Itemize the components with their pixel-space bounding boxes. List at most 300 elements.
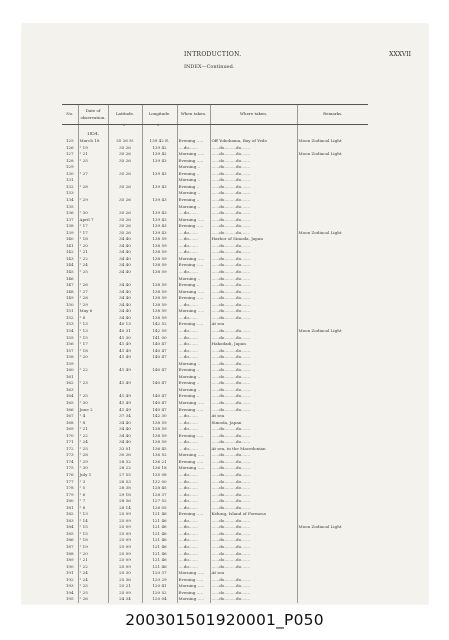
cell-date: July 1	[78, 472, 108, 479]
cell-lon: 140 47	[142, 341, 177, 348]
cell-lat: 35 26	[108, 197, 142, 204]
cell-where: ......do.........do.......	[210, 269, 297, 276]
cell-when: Morning .....	[177, 308, 210, 315]
cell-where: ......do.........do.......	[210, 158, 297, 165]
cell-where: ......do.........do.......	[210, 452, 297, 459]
cell-date: " 7	[78, 498, 108, 505]
cell-when: Morning ..	[177, 204, 210, 211]
cell-where: Off Yokohama, Bay of Yedo	[210, 138, 297, 145]
cell-lon: 128 45	[142, 485, 177, 492]
cell-where: ......do.........do.......	[210, 171, 297, 178]
cell-no: 188	[65, 550, 74, 556]
cell-where: ......do.........do.......	[210, 197, 297, 204]
cell-lat: 34 40	[108, 295, 142, 302]
cell-where: ......do.........do.......	[210, 537, 297, 544]
cell-lat: 41 49	[108, 341, 142, 348]
cell-date: " 24	[78, 570, 108, 577]
cell-where: Simoda, Japan	[210, 420, 297, 427]
cell-when: Evening .....	[177, 158, 210, 165]
cell-where: ......do.........do.......	[210, 289, 297, 296]
cell-where: ......do.........do.......	[210, 315, 297, 322]
cell-lat: 35 26	[108, 151, 142, 158]
cell-lon: 138 59	[142, 308, 177, 315]
cell-date: " 6	[78, 492, 108, 499]
cell-date: " 25	[78, 590, 108, 597]
cell-date: " 8	[78, 505, 108, 512]
cell-lon: 139 42	[142, 151, 177, 158]
cell-where: ......do.........do.......	[210, 479, 297, 486]
cell-lon: 136 52	[142, 452, 177, 459]
cell-lon: 126 05	[142, 505, 177, 512]
cell-no: 176	[65, 471, 74, 477]
cell-no: 184	[65, 524, 74, 530]
cell-date: " 15	[78, 524, 108, 531]
cell-where: ......do.........do.......	[210, 472, 297, 479]
cell-when: ....do.......	[177, 348, 210, 355]
cell-lon: 120 37	[142, 570, 177, 577]
cell-lon: 121 46	[142, 557, 177, 564]
cell-lon: 135 08	[142, 472, 177, 479]
cell-date: " 28	[78, 295, 108, 302]
cell-no: 148	[65, 288, 74, 294]
cell-no: 172	[65, 445, 74, 451]
cell-when: ....do.......	[177, 341, 210, 348]
cell-where: ......do.........do.......	[210, 335, 297, 342]
cell-lon: 136 18	[142, 465, 177, 472]
cell-when: Morning ..	[177, 361, 210, 368]
cell-no: 158	[65, 354, 74, 360]
cell-no: 190	[65, 563, 74, 569]
table-subtitle: INDEX—Continued.	[184, 64, 235, 70]
col-header-latitude: Latitude.	[108, 105, 142, 125]
cell-date: " 15	[78, 335, 108, 342]
cell-lon: 136 21	[142, 459, 177, 466]
cell-lon: 139 43	[142, 158, 177, 165]
cell-lon: 138 59	[142, 256, 177, 263]
cell-where: ......do.........do.......	[210, 367, 297, 374]
cell-when: Morning .....	[177, 465, 210, 472]
cell-lat: 25 09	[108, 551, 142, 558]
image-caption: 200301501920001_P050	[125, 611, 324, 629]
cell-when: Morning .....	[177, 217, 210, 224]
cell-no: 155	[65, 334, 74, 340]
cell-where: ......do.........do.......	[210, 380, 297, 387]
cell-where: ......do.........do.......	[210, 459, 297, 466]
cell-when: Evening .....	[177, 262, 210, 269]
cell-when: ....do.......	[177, 479, 210, 486]
cell-where: ......do.........do.......	[210, 295, 297, 302]
cell-where: ......do.........do.......	[210, 164, 297, 171]
cell-lon: 141 00	[142, 335, 177, 342]
cell-where: ......do.........do.......	[210, 262, 297, 269]
cell-date: June 2	[78, 407, 108, 414]
cell-when: Evening ..	[177, 367, 210, 374]
cell-date: " 28	[78, 184, 108, 191]
cell-lat: 25 09	[108, 544, 142, 551]
cell-where: At sea	[210, 321, 297, 328]
cell-lat: 28 14	[108, 505, 142, 512]
cell-no: 144	[65, 262, 74, 268]
cell-where: ......do.........do.......	[210, 145, 297, 152]
cell-date: " 25	[78, 393, 108, 400]
cell-no: 179	[65, 491, 74, 497]
cell-date: " 27	[78, 289, 108, 296]
cell-where: ......do.........do.......	[210, 302, 297, 309]
cell-no: 132	[65, 183, 74, 189]
cell-when: Morning .....	[177, 596, 210, 603]
running-head: INTRODUCTION.	[184, 51, 242, 58]
cell-where: ......do.........do.......	[210, 583, 297, 590]
cell-lat: 28 38	[108, 485, 142, 492]
cell-lon: 138 59	[142, 236, 177, 243]
cell-when: Morning .....	[177, 570, 210, 577]
cell-no: 151	[65, 308, 74, 314]
cell-date: " 4	[78, 413, 108, 420]
cell-where: ......do.........do.......	[210, 243, 297, 250]
cell-when: ....do.......	[177, 531, 210, 538]
cell-lat: 35 26	[108, 223, 142, 230]
cell-no: 187	[65, 544, 74, 549]
cell-lat: 34 40	[108, 302, 142, 309]
cell-date: " 30	[78, 210, 108, 217]
cell-when: ....do.......	[177, 426, 210, 433]
cell-lon: 140 47	[142, 400, 177, 407]
cell-lon: 139 43	[142, 171, 177, 178]
cell-lon: 138 59	[142, 302, 177, 309]
cell-lat: 34 40	[108, 269, 142, 276]
cell-lon: 132 00	[142, 479, 177, 486]
cell-when: ....do.......	[177, 557, 210, 564]
cell-no: 177	[65, 478, 74, 484]
cell-when: ....do.......	[177, 564, 210, 571]
cell-date: " 8	[78, 315, 108, 322]
cell-lon: 120 41	[142, 583, 177, 590]
cell-when: Evening .....	[177, 295, 210, 302]
cell-when: ....do.......	[177, 551, 210, 558]
cell-where: ......do.........do.......	[210, 223, 297, 230]
cell-lon: 120 04	[142, 596, 177, 603]
cell-where: ......do.........do.......	[210, 210, 297, 217]
cell-lat: 35 26	[108, 230, 142, 237]
cell-when: ....do.......	[177, 328, 210, 335]
cell-when: Morning .....	[177, 583, 210, 590]
cell-no: 145	[65, 269, 74, 275]
cell-where: ......do.........do.......	[210, 426, 297, 433]
cell-lon: 138 59	[142, 426, 177, 433]
cell-where: At sea	[210, 413, 297, 420]
cell-no: 156	[65, 341, 74, 347]
cell-when: Morning .....	[177, 400, 210, 407]
cell-date: " 13	[78, 511, 108, 518]
units-row	[62, 125, 368, 132]
cell-date: " 22	[78, 367, 108, 374]
cell-rem: Moon Zodiacal Light	[297, 230, 368, 237]
cell-where: At sea	[210, 570, 297, 577]
cell-where: Hakodadi, Japan	[210, 341, 297, 348]
cell-where: ......do.........do.......	[210, 544, 297, 551]
cell-no: 125	[65, 138, 74, 144]
cell-lat: 37 34	[108, 413, 142, 420]
cell-lon: 138 59	[142, 243, 177, 250]
cell-date: " 20	[78, 551, 108, 558]
cell-lat: 35 26	[108, 210, 142, 217]
cell-no: 185	[65, 530, 74, 536]
cell-rem	[297, 596, 368, 603]
cell-no: 129	[65, 164, 74, 170]
cell-no: 171	[65, 439, 74, 445]
cell-no: 147	[65, 282, 74, 288]
cell-where: ......do.........do.......	[210, 393, 297, 400]
cell-lat: 34 40	[108, 236, 142, 243]
cell-date: " 29	[78, 459, 108, 466]
cell-where: ......do.........do.......	[210, 498, 297, 505]
cell-lat: 35 26	[108, 184, 142, 191]
cell-lat: 28 56	[108, 498, 142, 505]
cell-lat: 41 49	[108, 354, 142, 361]
col-header-longitude: Longitude.	[142, 105, 177, 125]
cell-lon: 127 52	[142, 498, 177, 505]
cell-lat: 41 49	[108, 380, 142, 387]
lat-units: ° ′	[108, 125, 142, 132]
cell-lat: 25 09	[108, 590, 142, 597]
cell-where: ......do.........do.......	[210, 433, 297, 440]
cell-lat: 34 40	[108, 420, 142, 427]
cell-lat: 34 40	[108, 439, 142, 446]
cell-lon: 140 47	[142, 354, 177, 361]
cell-when: ....do.......	[177, 420, 210, 427]
cell-when: ....do.......	[177, 446, 210, 453]
cell-date: " 24	[78, 439, 108, 446]
cell-date: " 24	[78, 577, 108, 584]
cell-no: 167	[65, 413, 74, 419]
cell-date: " 30	[78, 400, 108, 407]
cell-when: Evening .....	[177, 407, 210, 414]
cell-date: " 23	[78, 380, 108, 387]
cell-lat: 41 49	[108, 400, 142, 407]
cell-lon: 121 46	[142, 511, 177, 518]
cell-where: ......do.........do.......	[210, 531, 297, 538]
cell-no: 161	[65, 373, 74, 379]
cell-when: ....do.......	[177, 413, 210, 420]
cell-lat: 41 49	[108, 393, 142, 400]
cell-no: 162	[65, 380, 74, 386]
cell-when: ....do.......	[177, 354, 210, 361]
cell-lon: 138 59	[142, 315, 177, 322]
cell-lon: 128 37	[142, 492, 177, 499]
cell-when: Evening ..	[177, 282, 210, 289]
cell-lon: 138 59	[142, 420, 177, 427]
cell-lat: 28 32	[108, 459, 142, 466]
cell-lon: 139 43	[142, 223, 177, 230]
cell-date: " 24	[78, 262, 108, 269]
cell-when: Morning ..	[177, 177, 210, 184]
cell-no: 146	[65, 275, 74, 281]
cell-date: " 3	[78, 479, 108, 486]
cell-where: ......do.........do.......	[210, 204, 297, 211]
cell-lon: 139 42	[142, 145, 177, 152]
cell-date: " 5	[78, 485, 108, 492]
cell-date: " 15	[78, 531, 108, 538]
cell-no: 137	[65, 216, 74, 222]
cell-no: 135	[65, 203, 74, 209]
cell-lat: 34 40	[108, 249, 142, 256]
cell-lon: 142 52	[142, 321, 177, 328]
cell-where: ......do.........do.......	[210, 465, 297, 472]
cell-no: 153	[65, 321, 74, 327]
cell-date: " 25	[78, 583, 108, 590]
cell-date: " 17	[78, 223, 108, 230]
cell-lat: 25 09	[108, 564, 142, 571]
cell-when: ....do.......	[177, 505, 210, 512]
cell-no: 131	[65, 177, 74, 183]
cell-lat: 41 30	[108, 335, 142, 342]
cell-when: Morning .....	[177, 151, 210, 158]
cell-lat: 25 30	[108, 570, 142, 577]
cell-when: ....do.......	[177, 249, 210, 256]
cell-lon: 121 46	[142, 551, 177, 558]
cell-date: " 22	[78, 256, 108, 263]
cell-no: 139	[65, 229, 74, 235]
cell-lon: 121 46	[142, 537, 177, 544]
cell-when: ....do.......	[177, 335, 210, 342]
cell-lon: 140 47	[142, 367, 177, 374]
col-header-remarks: Remarks.	[297, 105, 368, 125]
cell-no: 160	[65, 367, 74, 373]
cell-where: ......do.........do.......	[210, 577, 297, 584]
cell-lat: 35 26	[108, 217, 142, 224]
cell-lon: 138 59	[142, 433, 177, 440]
cell-when: Evening .....	[177, 459, 210, 466]
cell-lon: 121 46	[142, 564, 177, 571]
cell-when: ....do.......	[177, 524, 210, 531]
cell-when: ....do.......	[177, 145, 210, 152]
cell-no: 154	[65, 327, 74, 333]
cell-no: 143	[65, 255, 74, 261]
cell-lat: 34 40	[108, 256, 142, 263]
cell-no: 126	[65, 144, 74, 150]
cell-date: " 29	[78, 197, 108, 204]
cell-no: 169	[65, 426, 74, 432]
cell-when: Evening ..	[177, 171, 210, 178]
cell-date: " 13	[78, 328, 108, 335]
cell-when: ....do.......	[177, 302, 210, 309]
col-header-date: Date of observation.	[78, 105, 108, 125]
cell-no: 128	[65, 157, 74, 163]
cell-date: " 13	[78, 321, 108, 328]
cell-when: ....do.......	[177, 210, 210, 217]
cell-when: Morning .....	[177, 289, 210, 296]
cell-when: ....do.......	[177, 269, 210, 276]
cell-date: " 21	[78, 151, 108, 158]
cell-where: ......do.........do.......	[210, 256, 297, 263]
cell-lat: 35 26	[108, 145, 142, 152]
cell-lat: 34 40	[108, 315, 142, 322]
cell-no: 181	[65, 504, 74, 510]
cell-lat: 24 34	[108, 596, 142, 603]
cell-when: Morning ..	[177, 164, 210, 171]
cell-lat: 40 31	[108, 328, 142, 335]
cell-lon: 140 47	[142, 393, 177, 400]
cell-date: " 8	[78, 420, 108, 427]
cell-lon: 139 43	[142, 210, 177, 217]
cell-when: Evening .....	[177, 223, 210, 230]
cell-date: " 22	[78, 564, 108, 571]
cell-where: ......do.........do.......	[210, 407, 297, 414]
cell-lat: 34 40	[108, 282, 142, 289]
cell-lat: 35 26	[108, 158, 142, 165]
cell-lat: 34 40	[108, 426, 142, 433]
cell-lon: 121 46	[142, 518, 177, 525]
cell-date: " 19	[78, 145, 108, 152]
cell-where: ......do.........do.......	[210, 518, 297, 525]
cell-when: ....do.......	[177, 230, 210, 237]
cell-date: " 21	[78, 249, 108, 256]
cell-date: " 20	[78, 354, 108, 361]
cell-date: " 28	[78, 452, 108, 459]
cell-when: Evening ..	[177, 184, 210, 191]
cell-date: " 18	[78, 236, 108, 243]
cell-date: " 25	[78, 158, 108, 165]
cell-when: Evening ..	[177, 380, 210, 387]
cell-when: Morning ..	[177, 276, 210, 283]
cell-when: Evening .....	[177, 511, 210, 518]
cell-date: March 18	[78, 138, 108, 145]
cell-where: ......do.........do.......	[210, 524, 297, 531]
cell-when: Morning ..	[177, 387, 210, 394]
cell-date: " 27	[78, 171, 108, 178]
cell-where: ......do.........do.......	[210, 217, 297, 224]
cell-rem: Moon Zodiacal Light	[297, 151, 368, 158]
cell-where: ......do.........do.......	[210, 551, 297, 558]
cell-where: ......do.........do.......	[210, 190, 297, 197]
cell-when: Evening ..	[177, 393, 210, 400]
cell-when: Evening ..	[177, 197, 210, 204]
cell-no: 152	[65, 314, 74, 320]
cell-where: ......do.........do.......	[210, 400, 297, 407]
cell-lon: 138 59	[142, 269, 177, 276]
cell-where: ......do.........do.......	[210, 354, 297, 361]
cell-when: Morning .....	[177, 452, 210, 459]
cell-lon: 139 43	[142, 217, 177, 224]
cell-lat: 34 40	[108, 289, 142, 296]
cell-when: Morning .....	[177, 256, 210, 263]
cell-where: ......do.........do.......	[210, 249, 297, 256]
cell-lon: 140 47	[142, 407, 177, 414]
cell-lat: 41 49	[108, 367, 142, 374]
cell-lon: 121 46	[142, 544, 177, 551]
cell-lon: 140 47	[142, 380, 177, 387]
cell-no: 138	[65, 223, 74, 229]
cell-lat: 34 40	[108, 433, 142, 440]
cell-date: May 6	[78, 308, 108, 315]
cell-when: ....do.......	[177, 439, 210, 446]
cell-lat: 29 18	[108, 492, 142, 499]
cell-date: " 20	[78, 243, 108, 250]
cell-no: 180	[65, 498, 74, 504]
cell-lat: 28 22	[108, 465, 142, 472]
cell-no: 191	[65, 570, 74, 576]
cell-date: " 25	[78, 446, 108, 453]
cell-lon: 140 47	[142, 348, 177, 355]
cell-no: 142	[65, 249, 74, 255]
cell-where: ......do.........do.......	[210, 348, 297, 355]
cell-date: April 7	[78, 217, 108, 224]
cell-no: 173	[65, 452, 74, 458]
cell-lat: 28 53	[108, 479, 142, 486]
cell-date: " 17	[78, 341, 108, 348]
cell-lat: 34 40	[108, 243, 142, 250]
cell-where: Harbor of Simoda, Japan	[210, 236, 297, 243]
